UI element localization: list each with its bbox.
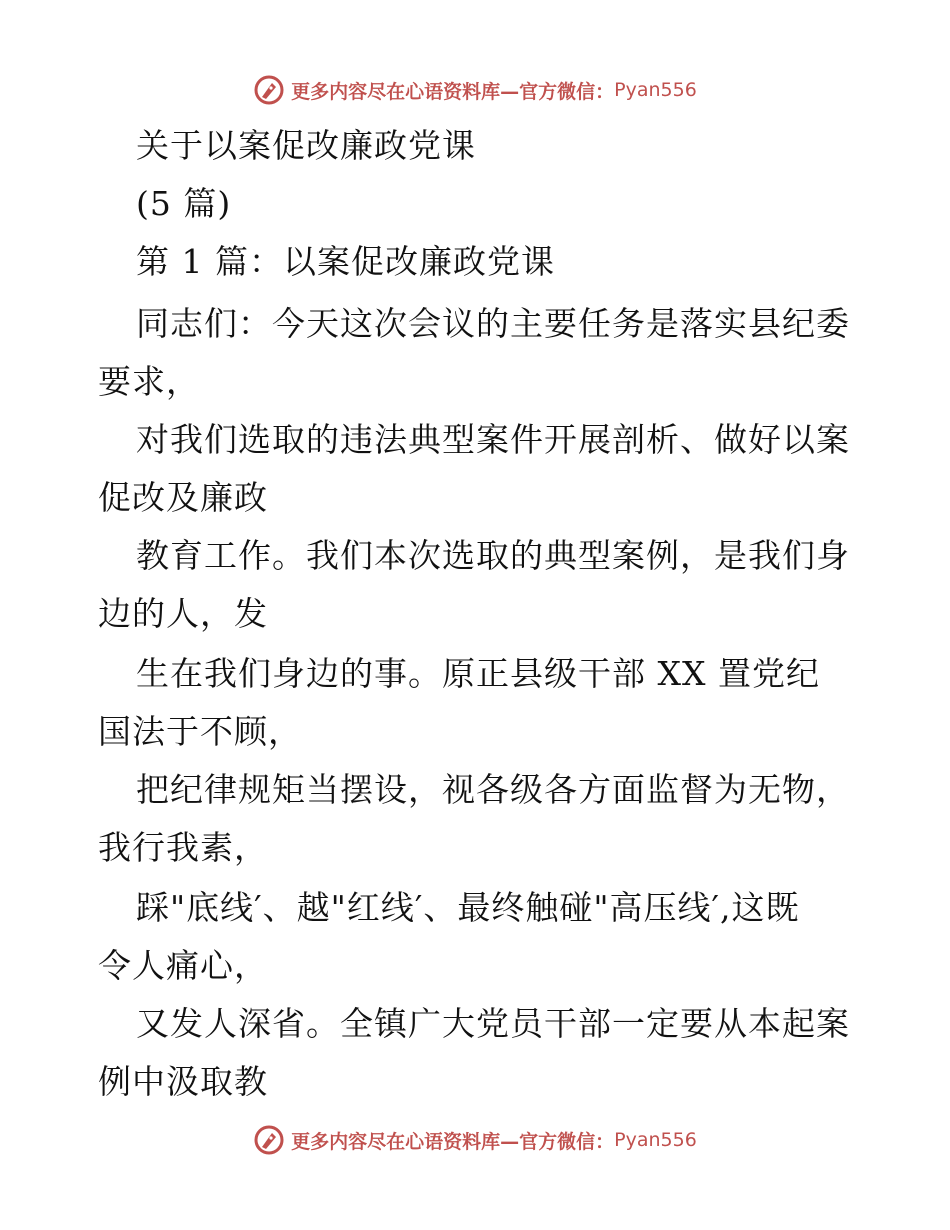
- body-line: 令人痛心，: [98, 946, 268, 985]
- body-line: 边的人，发: [98, 594, 268, 633]
- pen-nib-circle-icon: [253, 74, 285, 106]
- body-line: 又发人深省。全镇广大党员干部一定要从本起案: [136, 1004, 850, 1043]
- body-line: 生在我们身边的事。原正县级干部 XX 置党纪: [136, 654, 820, 693]
- body-line: 促改及廉政: [98, 478, 268, 517]
- document-title: 关于以案促改廉政党课: [136, 126, 476, 165]
- footer-watermark: [0, 1120, 950, 1160]
- document-count: (5 篇): [136, 184, 232, 223]
- body-line: 教育工作。我们本次选取的典型案例，是我们身: [136, 536, 850, 575]
- body-line: 要求，: [98, 362, 200, 401]
- body-line: 踩"底线′、越"红线′、最终触碰"高压线′,这既: [136, 888, 800, 927]
- body-line: 把纪律规矩当摆设，视各级各方面监督为无物，: [136, 770, 850, 809]
- body-line: 我行我素，: [98, 828, 268, 867]
- header-watermark: [0, 70, 950, 110]
- body-line: 例中汲取教: [98, 1062, 268, 1101]
- watermark-wechat-id: Pyan556: [614, 79, 697, 101]
- body-line: 国法于不顾，: [98, 712, 302, 751]
- watermark-wechat-id: Pyan556: [614, 1129, 697, 1151]
- pen-nib-circle-icon: [253, 1124, 285, 1156]
- section-heading: 第 1 篇：以案促改廉政党课: [136, 242, 555, 281]
- body-line: 对我们选取的违法典型案件开展剖析、做好以案: [136, 420, 850, 459]
- watermark-text: 更多内容尽在心语资料库—官方微信：: [291, 80, 615, 103]
- watermark-text: 更多内容尽在心语资料库—官方微信：: [291, 1130, 615, 1153]
- body-line: 同志们：今天这次会议的主要任务是落实县纪委: [136, 304, 850, 343]
